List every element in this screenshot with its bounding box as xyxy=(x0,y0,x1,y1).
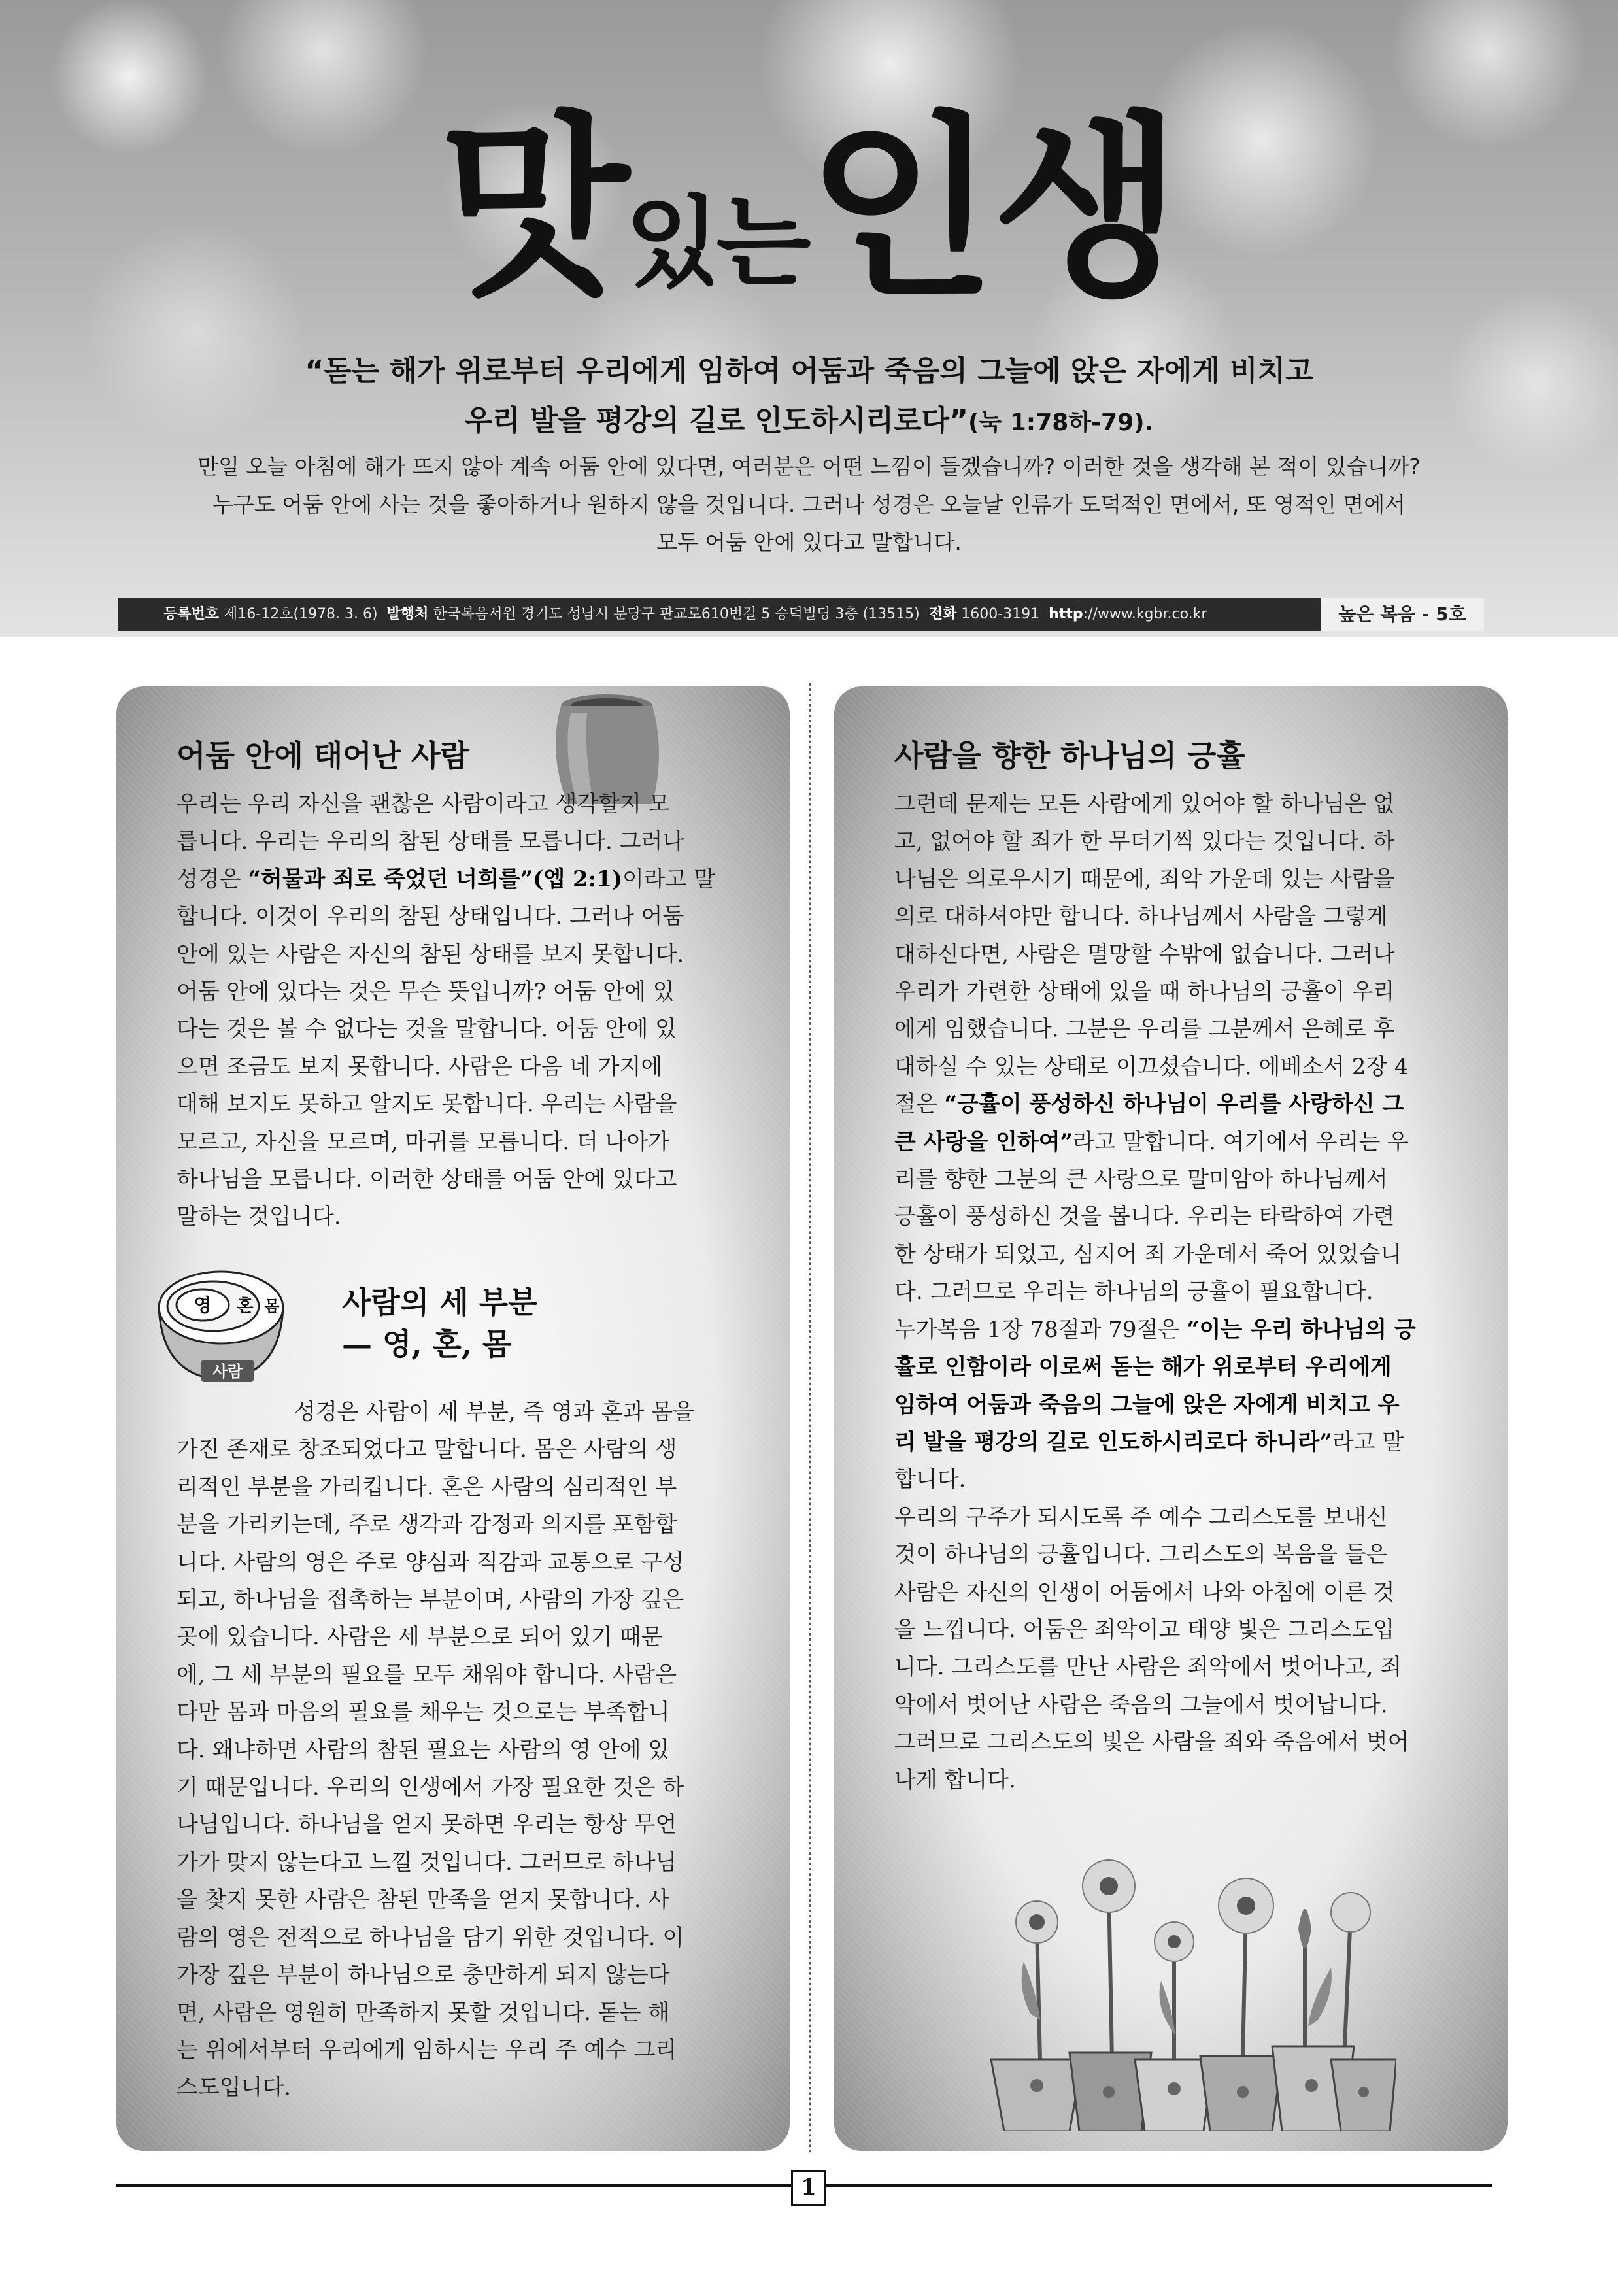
text-line xyxy=(177,1198,731,1236)
text-segment: 우리의 구주가 되시도록 주 예수 그리스도를 보내신 xyxy=(894,1504,1388,1530)
text-line xyxy=(177,1049,731,1086)
text-segment: 나게 합니다. xyxy=(894,1766,1016,1793)
text-line xyxy=(894,823,1449,860)
text-segment: 우리가 가련한 상태에 있을 때 하나님의 긍휼이 우리 xyxy=(894,979,1395,1005)
text-segment: 그러므로 그리스도의 빛은 사람을 죄와 죽음에서 벗어 xyxy=(894,1729,1409,1756)
bold-quote: 임하여 어둠과 죽음의 그늘에 앉은 자에게 비치고 우 xyxy=(894,1391,1400,1418)
text-segment: 을 찾지 못한 사람은 참된 만족을 얻지 못합니다. 사 xyxy=(177,1887,670,1914)
verse-reference: (눅 1:78하-79). xyxy=(968,409,1154,436)
three-parts-diagram xyxy=(156,1262,286,1386)
text-line xyxy=(177,1394,731,1431)
verse-line-2 xyxy=(0,396,1618,448)
text-segment: 것이 하나님의 긍휼입니다. 그리스도의 복음을 들은 xyxy=(894,1542,1388,1568)
text-line xyxy=(177,1919,731,1957)
text-line xyxy=(894,1687,1449,1724)
text-segment: 곳에 있습니다. 사람은 세 부분으로 되어 있기 때문 xyxy=(177,1624,663,1651)
text-segment: 악에서 벗어난 사람은 죽음의 그늘에서 벗어납니다. xyxy=(894,1691,1388,1718)
text-line xyxy=(177,1844,731,1882)
text-line xyxy=(894,1124,1449,1161)
text-segment: 우리는 우리 자신을 괜찮은 사람이라고 생각할지 모 xyxy=(177,791,670,817)
text-segment: 리를 향한 그분의 큰 사랑으로 말미암아 하나님께서 xyxy=(894,1166,1388,1193)
text-segment: 가가 맞지 않는다고 느낄 것입니다. 그러므로 하나님 xyxy=(177,1849,677,1876)
text-segment: 대해 보지도 못하고 알지도 못합니다. 우리는 사람을 xyxy=(177,1091,677,1118)
text-segment: 다. 그러므로 우리는 하나님의 긍휼이 필요합니다. xyxy=(894,1279,1374,1306)
text-segment: 는 위에서부터 우리에게 임하시는 우리 주 예수 그리 xyxy=(177,2036,677,2063)
text-line xyxy=(177,1657,731,1694)
intro-line: 누구도 어둠 안에 사는 것을 좋아하거나 원하지 않을 것입니다. 그러나 성경은 오늘날 인류가 도덕적인 면에서, 또 영적인 면에서 xyxy=(212,492,1406,517)
text-segment: 스도입니다. xyxy=(177,2074,292,2101)
text-line xyxy=(177,1469,731,1506)
text-line xyxy=(177,1161,731,1198)
text-segment: 분을 가리키는데, 주로 생각과 감정과 의지를 포함합 xyxy=(177,1511,677,1538)
title-part-2: 있는 xyxy=(625,186,807,300)
text-line xyxy=(177,973,731,1011)
text-segment: 을 느낍니다. 어둠은 죄악이고 태양 빛은 그리스도입 xyxy=(894,1616,1395,1643)
header-intro xyxy=(0,448,1618,562)
subheading-line-1: 사람의 세 부분 xyxy=(342,1285,537,1320)
flower-pots-illustration xyxy=(978,1850,1396,2131)
text-segment: 절은 xyxy=(894,1091,945,1118)
text-segment: 나님은 의로우시기 때문에, 죄악 가운데 있는 사람을 xyxy=(894,866,1395,892)
text-line xyxy=(894,1499,1449,1536)
right-heading: 사람을 향한 하나님의 긍휼 xyxy=(894,738,1245,773)
text-segment: 그런데 문제는 모든 사람에게 있어야 할 하나님은 없 xyxy=(894,791,1395,817)
text-line xyxy=(177,1806,731,1844)
text-segment: 니다. 사람의 영은 주로 양심과 직감과 교통으로 구성 xyxy=(177,1549,684,1576)
bold-quote: “허물과 죄로 죽었던 너희를”(엡 2:1) xyxy=(248,866,622,892)
url-label: http xyxy=(1049,606,1083,622)
bold-quote: 리 발을 평강의 길로 인도하시리로다 하니라” xyxy=(894,1428,1332,1455)
text-line xyxy=(177,823,731,860)
bold-quote: 큰 사랑을 인하여” xyxy=(894,1128,1073,1155)
text-line xyxy=(177,786,731,823)
text-line xyxy=(894,1274,1449,1311)
text-line xyxy=(177,1124,731,1161)
text-line xyxy=(894,1086,1449,1123)
intro-line: 만일 오늘 아침에 해가 뜨지 않아 계속 어둠 안에 있다면, 여러분은 어떤 느낌이 들겠습니까? 이러한 것을 생각해 본 적이 있습니까? xyxy=(197,454,1421,479)
text-line xyxy=(177,1431,731,1468)
text-segment: 성경은 xyxy=(177,866,248,892)
text-segment: 다. 왜냐하면 사람의 참된 필요는 사람의 영 안에 있 xyxy=(177,1736,670,1763)
right-article-panel xyxy=(834,686,1508,2151)
text-line xyxy=(894,1349,1449,1386)
text-segment: 다만 몸과 마음의 필요를 채우는 것으로는 부족합니 xyxy=(177,1699,670,1726)
text-segment: 나님입니다. 하나님을 얻지 못하면 우리는 항상 무언 xyxy=(177,1812,677,1838)
text-line xyxy=(177,1732,731,1769)
diagram-body-label: 몸 xyxy=(264,1297,280,1315)
text-line xyxy=(177,1581,731,1619)
left-paragraph-1 xyxy=(177,786,731,1236)
text-line xyxy=(894,1049,1449,1086)
verse-line-2-text: 우리 발을 평강의 길로 인도하시리로다” xyxy=(464,404,968,437)
text-line xyxy=(894,1612,1449,1649)
verse-line-1: “돋는 해가 위로부터 우리에게 임하여 어둠과 죽음의 그늘에 앉은 자에게 비치고 xyxy=(305,354,1313,388)
text-line xyxy=(894,861,1449,898)
diagram-person-label: 사람 xyxy=(212,1362,243,1381)
text-line xyxy=(177,1619,731,1656)
registration-label: 등록번호 xyxy=(163,606,220,622)
text-segment: 라고 말 xyxy=(1332,1428,1404,1455)
publication-info-bar xyxy=(118,598,1484,631)
text-line xyxy=(177,936,731,973)
text-segment: 기 때문입니다. 우리의 인생에서 가장 필요한 것은 하 xyxy=(177,1774,684,1801)
text-segment: 합니다. 이것이 우리의 참된 상태입니다. 그러나 어둠 xyxy=(177,903,684,930)
diagram-spirit-label: 영 xyxy=(194,1294,212,1316)
page-number: 1 xyxy=(791,2170,826,2206)
text-segment: 되고, 하나님을 접촉하는 부분이며, 사람의 가장 깊은 xyxy=(177,1587,684,1613)
publisher-value: 한국복음서원 경기도 성남시 분당구 판교로610번길 5 승덕빌딩 3층 (13515) xyxy=(433,606,920,622)
text-line xyxy=(177,1957,731,1994)
text-line xyxy=(894,936,1449,973)
text-segment: 긍휼이 풍성하신 것을 봅니다. 우리는 타락하여 가련 xyxy=(894,1204,1395,1230)
text-segment: 안에 있는 사람은 자신의 참된 상태를 보지 못합니다. xyxy=(177,941,684,968)
text-line xyxy=(177,1506,731,1544)
text-line xyxy=(894,1236,1449,1274)
text-line xyxy=(894,1724,1449,1761)
text-line xyxy=(177,1694,731,1731)
text-segment: 리적인 부분을 가리킵니다. 혼은 사람의 심리적인 부 xyxy=(177,1474,677,1500)
text-segment: 으면 조금도 보지 못합니다. 사람은 다음 네 가지에 xyxy=(177,1053,663,1080)
column-divider xyxy=(809,683,811,2154)
diagram-soul-label: 혼 xyxy=(237,1296,254,1316)
text-line xyxy=(177,898,731,936)
text-line xyxy=(894,898,1449,936)
text-segment: 람의 영은 전적으로 하나님을 담기 위한 것입니다. 이 xyxy=(177,1924,684,1951)
text-segment: 대하신다면, 사람은 멸망할 수밖에 없습니다. 그러나 xyxy=(894,941,1395,968)
text-segment: 의로 대하셔야만 합니다. 하나님께서 사람을 그렇게 xyxy=(894,903,1388,930)
website-link[interactable]: ://www.kgbr.co.kr xyxy=(1083,606,1207,622)
text-segment: 에, 그 세 부분의 필요를 모두 채워야 합니다. 사람은 xyxy=(177,1661,677,1688)
text-segment: 성경은 사람이 세 부분, 즉 영과 혼과 몸을 xyxy=(294,1399,694,1425)
text-line xyxy=(894,1198,1449,1236)
page-title xyxy=(0,95,1618,323)
text-line xyxy=(894,1649,1449,1686)
phone-value: 1600-3191 xyxy=(961,606,1040,622)
text-line xyxy=(894,1011,1449,1048)
title-part-3: 인생 xyxy=(807,95,1179,323)
text-segment: 릅니다. 우리는 우리의 참된 상태를 모릅니다. 그러나 xyxy=(177,828,684,855)
registration-value: 제16-12호(1978. 3. 6) xyxy=(224,606,378,622)
text-line xyxy=(894,1574,1449,1612)
text-segment: 말하는 것입니다. xyxy=(177,1204,341,1230)
bold-quote: “이는 우리 하나님의 긍 xyxy=(1187,1316,1416,1343)
intro-line: 모두 어둠 안에 있다고 말합니다. xyxy=(656,530,962,555)
text-line xyxy=(177,1769,731,1806)
text-line xyxy=(894,1161,1449,1198)
phone-label: 전화 xyxy=(928,606,957,622)
text-segment: 면, 사람은 영원히 만족하지 못할 것입니다. 돋는 해 xyxy=(177,1999,670,2026)
issue-label: 높은 복음 - 5호 xyxy=(1321,598,1484,631)
text-segment: 대하실 수 있는 상태로 이끄셨습니다. 에베소서 2장 4 xyxy=(894,1053,1409,1080)
text-segment: 에게 임했습니다. 그분은 우리를 그분께서 은혜로 후 xyxy=(894,1016,1395,1043)
publisher-label: 발행처 xyxy=(386,606,429,622)
text-line xyxy=(894,1536,1449,1574)
text-line xyxy=(177,861,731,898)
text-segment: 어둠 안에 있다는 것은 무슨 뜻입니까? 어둠 안에 있 xyxy=(177,979,675,1005)
text-line xyxy=(894,973,1449,1011)
text-line xyxy=(894,1461,1449,1498)
subheading-line-2: — 영, 혼, 몸 xyxy=(342,1326,512,1362)
text-line xyxy=(177,2069,731,2106)
left-paragraph-2 xyxy=(177,1394,731,2107)
text-segment: 누가복음 1장 78절과 79절은 xyxy=(894,1316,1187,1343)
right-paragraph xyxy=(894,786,1449,1799)
text-segment: 이라고 말 xyxy=(622,866,716,892)
text-line xyxy=(894,1311,1449,1349)
text-line xyxy=(177,1882,731,1919)
publisher-info xyxy=(118,598,1321,631)
text-line xyxy=(894,786,1449,823)
text-line xyxy=(177,1544,731,1581)
text-line xyxy=(177,2032,731,2069)
text-line xyxy=(177,1995,731,2032)
left-subheading xyxy=(342,1281,537,1365)
text-segment: 사람은 자신의 인생이 어둠에서 나와 아침에 이른 것 xyxy=(894,1579,1395,1606)
text-line xyxy=(177,1011,731,1048)
header-verse xyxy=(0,346,1618,448)
text-segment: 고, 없어야 할 죄가 한 무더기씩 있다는 것입니다. 하 xyxy=(894,828,1394,855)
bold-quote: “긍휼이 풍성하신 하나님이 우리를 사랑하신 그 xyxy=(944,1091,1404,1118)
text-segment: 합니다. xyxy=(894,1466,966,1493)
text-segment: 한 상태가 되었고, 심지어 죄 가운데서 죽어 있었습니 xyxy=(894,1241,1402,1268)
left-heading: 어둠 안에 태어난 사람 xyxy=(177,738,469,773)
title-part-1: 맛 xyxy=(439,95,626,323)
text-line xyxy=(894,1387,1449,1424)
header-banner xyxy=(0,0,1618,637)
text-segment: 라고 말합니다. 여기에서 우리는 우 xyxy=(1073,1128,1409,1155)
text-line xyxy=(177,1086,731,1123)
text-segment: 니다. 그리스도를 만난 사람은 죄악에서 벗어나고, 죄 xyxy=(894,1654,1402,1681)
text-segment: 하나님을 모릅니다. 이러한 상태를 어둠 안에 있다고 xyxy=(177,1166,677,1193)
text-segment: 다는 것은 볼 수 없다는 것을 말합니다. 어둠 안에 있 xyxy=(177,1016,677,1043)
text-segment: 모르고, 자신을 모르며, 마귀를 모릅니다. 더 나아가 xyxy=(177,1128,670,1155)
text-line xyxy=(894,1762,1449,1799)
text-line xyxy=(894,1424,1449,1461)
text-segment: 가진 존재로 창조되었다고 말합니다. 몸은 사람의 생 xyxy=(177,1436,677,1463)
left-article-panel xyxy=(116,686,790,2151)
bold-quote: 휼로 인함이라 이로써 돋는 해가 위로부터 우리에게 xyxy=(894,1354,1392,1381)
text-segment: 가장 깊은 부분이 하나님으로 충만하게 되지 않는다 xyxy=(177,1962,670,1989)
